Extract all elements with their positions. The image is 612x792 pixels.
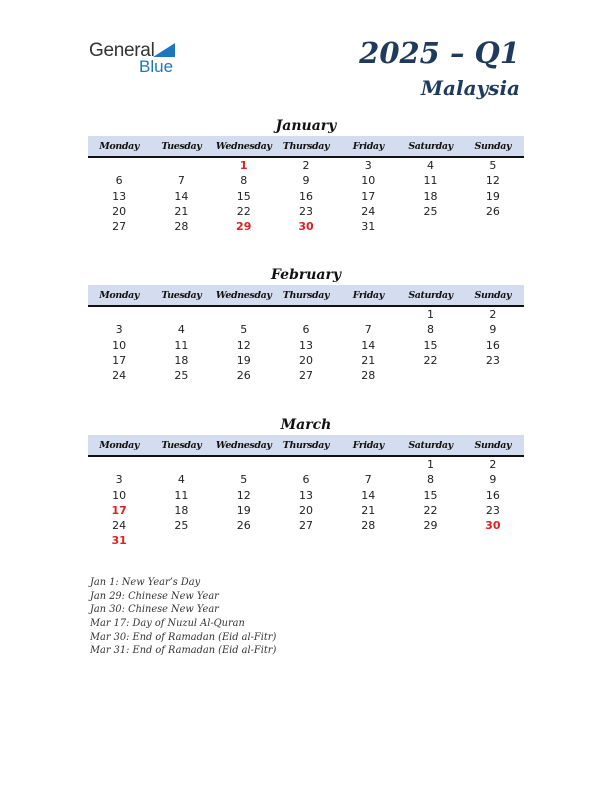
week-row — [88, 204, 524, 219]
day-cell: 29 — [236, 220, 252, 234]
week-row — [88, 488, 524, 503]
empty-day-cell — [399, 219, 461, 234]
day-cell: 17 — [111, 503, 127, 517]
day-cell: 3 — [364, 159, 372, 172]
day-cell: 2 — [302, 159, 310, 172]
day-cell: 30 — [485, 519, 501, 533]
week-row — [88, 457, 524, 472]
empty-day-cell — [275, 457, 337, 472]
day-cell: 28 — [361, 369, 376, 383]
weekday-label: Thursday — [282, 141, 330, 152]
week-row — [88, 322, 524, 337]
page-title: 2025 – Q1 — [359, 36, 520, 70]
day-cell: 5 — [240, 473, 248, 487]
week-row — [88, 472, 524, 487]
day-cell: 24 — [112, 369, 127, 383]
day-cell: 1 — [427, 308, 435, 321]
empty-day-cell — [213, 533, 275, 548]
weekday-label: Sunday — [474, 290, 512, 301]
day-cell: 31 — [111, 534, 127, 548]
day-cell: 19 — [236, 503, 251, 517]
day-cell: 26 — [485, 204, 500, 218]
logo-blue-text: Blue — [139, 57, 174, 76]
empty-day-cell — [462, 368, 524, 383]
empty-day-cell — [337, 533, 399, 548]
empty-day-cell — [88, 307, 150, 322]
week-row — [88, 338, 524, 353]
day-cell: 13 — [112, 189, 127, 203]
day-cell: 16 — [485, 488, 500, 502]
weekday-label: Tuesday — [161, 290, 202, 301]
day-cell: 21 — [361, 353, 376, 367]
weekday-label: Sunday — [474, 141, 512, 152]
weekday-header-row — [88, 136, 524, 158]
day-cell: 30 — [298, 220, 314, 234]
day-cell: 8 — [427, 323, 435, 337]
day-cell: 8 — [427, 473, 435, 487]
day-cell: 5 — [240, 323, 248, 337]
weekday-label: Thursday — [282, 440, 330, 451]
week-row — [88, 368, 524, 383]
day-cell: 15 — [236, 189, 251, 203]
day-cell: 11 — [423, 174, 438, 188]
weekday-label: Friday — [352, 440, 384, 451]
day-cell: 4 — [177, 473, 185, 487]
weekday-label: Saturday — [408, 141, 453, 152]
empty-day-cell — [150, 533, 212, 548]
day-cell: 15 — [423, 488, 438, 502]
day-cell: 16 — [485, 338, 500, 352]
day-cell: 5 — [489, 159, 497, 172]
day-cell: 28 — [174, 220, 189, 234]
day-cell: 17 — [112, 353, 127, 367]
day-cell: 24 — [112, 519, 127, 533]
day-cell: 18 — [423, 189, 438, 203]
week-row — [88, 158, 524, 173]
day-cell: 23 — [485, 353, 500, 367]
empty-day-cell — [462, 533, 524, 548]
day-cell: 8 — [240, 174, 248, 188]
week-row — [88, 353, 524, 368]
day-cell: 20 — [298, 353, 313, 367]
day-cell: 22 — [423, 353, 438, 367]
day-cell: 10 — [361, 174, 376, 188]
month-february — [88, 265, 524, 383]
weekday-label: Tuesday — [161, 440, 202, 451]
empty-day-cell — [399, 368, 461, 383]
week-row — [88, 533, 524, 548]
holiday-entry: Mar 17: Day of Nuzul Al-Quran — [90, 618, 245, 630]
holiday-entry: Jan 29: Chinese New Year — [90, 590, 219, 602]
day-cell: 27 — [112, 220, 127, 234]
empty-day-cell — [88, 457, 150, 472]
day-cell: 15 — [423, 338, 438, 352]
day-cell: 13 — [298, 338, 313, 352]
weekday-label: Wednesday — [215, 290, 272, 301]
day-cell: 16 — [298, 189, 313, 203]
empty-day-cell — [275, 533, 337, 548]
day-cell: 18 — [174, 353, 189, 367]
weekday-label: Saturday — [408, 440, 453, 451]
day-cell: 4 — [177, 323, 185, 337]
day-cell: 19 — [485, 189, 500, 203]
weekday-header-row — [88, 435, 524, 457]
empty-day-cell — [399, 533, 461, 548]
week-row — [88, 503, 524, 518]
generalblue-logo — [89, 40, 189, 80]
day-cell: 10 — [112, 338, 127, 352]
week-row — [88, 518, 524, 533]
day-cell: 10 — [112, 488, 127, 502]
logo-general-text: General — [89, 40, 155, 61]
holiday-entry: Jan 30: Chinese New Year — [90, 604, 219, 616]
day-cell: 25 — [174, 519, 189, 533]
weekday-label: Wednesday — [215, 440, 272, 451]
day-cell: 12 — [485, 174, 500, 188]
month-title: February — [270, 267, 341, 283]
week-row — [88, 189, 524, 204]
day-cell: 22 — [423, 503, 438, 517]
day-cell: 3 — [115, 323, 123, 337]
day-cell: 14 — [361, 338, 376, 352]
day-cell: 14 — [174, 189, 189, 203]
day-cell: 21 — [361, 503, 376, 517]
day-cell: 18 — [174, 503, 189, 517]
day-cell: 11 — [174, 338, 189, 352]
day-cell: 29 — [423, 519, 438, 533]
holiday-list — [90, 576, 276, 658]
week-row — [88, 173, 524, 188]
day-cell: 13 — [298, 488, 313, 502]
month-january — [88, 116, 524, 234]
day-cell: 9 — [302, 174, 310, 188]
empty-day-cell — [150, 307, 212, 322]
country-name: Malaysia — [420, 76, 520, 100]
weekday-label: Friday — [352, 290, 384, 301]
weekday-label: Thursday — [282, 290, 330, 301]
weekday-label: Monday — [99, 141, 139, 152]
weekday-label: Friday — [352, 141, 384, 152]
day-cell: 14 — [361, 488, 376, 502]
day-cell: 27 — [298, 519, 313, 533]
empty-day-cell — [275, 307, 337, 322]
holiday-entry: Mar 31: End of Ramadan (Eid al-Fitr) — [90, 645, 277, 657]
month-title: March — [280, 417, 332, 433]
day-cell: 23 — [298, 204, 313, 218]
weekday-label: Wednesday — [215, 141, 272, 152]
day-cell: 12 — [236, 488, 251, 502]
day-cell: 24 — [361, 204, 376, 218]
day-cell: 9 — [489, 473, 497, 487]
empty-day-cell — [337, 307, 399, 322]
day-cell: 2 — [489, 308, 497, 321]
day-cell: 20 — [298, 503, 313, 517]
month-title: January — [275, 118, 337, 134]
week-row — [88, 219, 524, 234]
day-cell: 25 — [423, 204, 438, 218]
day-cell: 20 — [112, 204, 127, 218]
day-cell: 23 — [485, 503, 500, 517]
day-cell: 28 — [361, 519, 376, 533]
day-cell: 17 — [361, 189, 376, 203]
day-cell: 6 — [115, 174, 123, 188]
day-cell: 4 — [427, 159, 435, 172]
month-march — [88, 415, 524, 549]
day-cell: 1 — [427, 458, 435, 471]
day-cell: 6 — [302, 323, 310, 337]
day-cell: 26 — [236, 369, 251, 383]
day-cell: 2 — [489, 458, 497, 471]
weekday-label: Saturday — [408, 290, 453, 301]
logo-triangle-icon — [153, 43, 175, 57]
empty-day-cell — [213, 457, 275, 472]
day-cell: 19 — [236, 353, 251, 367]
day-cell: 1 — [239, 159, 248, 172]
empty-day-cell — [150, 457, 212, 472]
day-cell: 3 — [115, 473, 123, 487]
empty-day-cell — [337, 457, 399, 472]
empty-day-cell — [213, 307, 275, 322]
day-cell: 22 — [236, 204, 251, 218]
empty-day-cell — [88, 158, 150, 173]
day-cell: 7 — [364, 323, 372, 337]
day-cell: 7 — [177, 174, 185, 188]
holiday-entry: Mar 30: End of Ramadan (Eid al-Fitr) — [90, 631, 277, 643]
weekday-label: Sunday — [474, 440, 512, 451]
day-cell: 11 — [174, 488, 189, 502]
weekday-label: Tuesday — [161, 141, 202, 152]
day-cell: 12 — [236, 338, 251, 352]
weekday-label: Monday — [99, 440, 139, 451]
day-cell: 6 — [302, 473, 310, 487]
day-cell: 7 — [364, 473, 372, 487]
week-row — [88, 307, 524, 322]
day-cell: 26 — [236, 519, 251, 533]
day-cell: 9 — [489, 323, 497, 337]
day-cell: 21 — [174, 204, 189, 218]
day-cell: 31 — [361, 220, 376, 234]
holiday-entry: Jan 1: New Year’s Day — [90, 577, 201, 588]
day-cell: 25 — [174, 369, 189, 383]
empty-day-cell — [462, 219, 524, 234]
day-cell: 27 — [298, 369, 313, 383]
weekday-label: Monday — [99, 290, 139, 301]
weekday-header-row — [88, 285, 524, 307]
empty-day-cell — [150, 158, 212, 173]
